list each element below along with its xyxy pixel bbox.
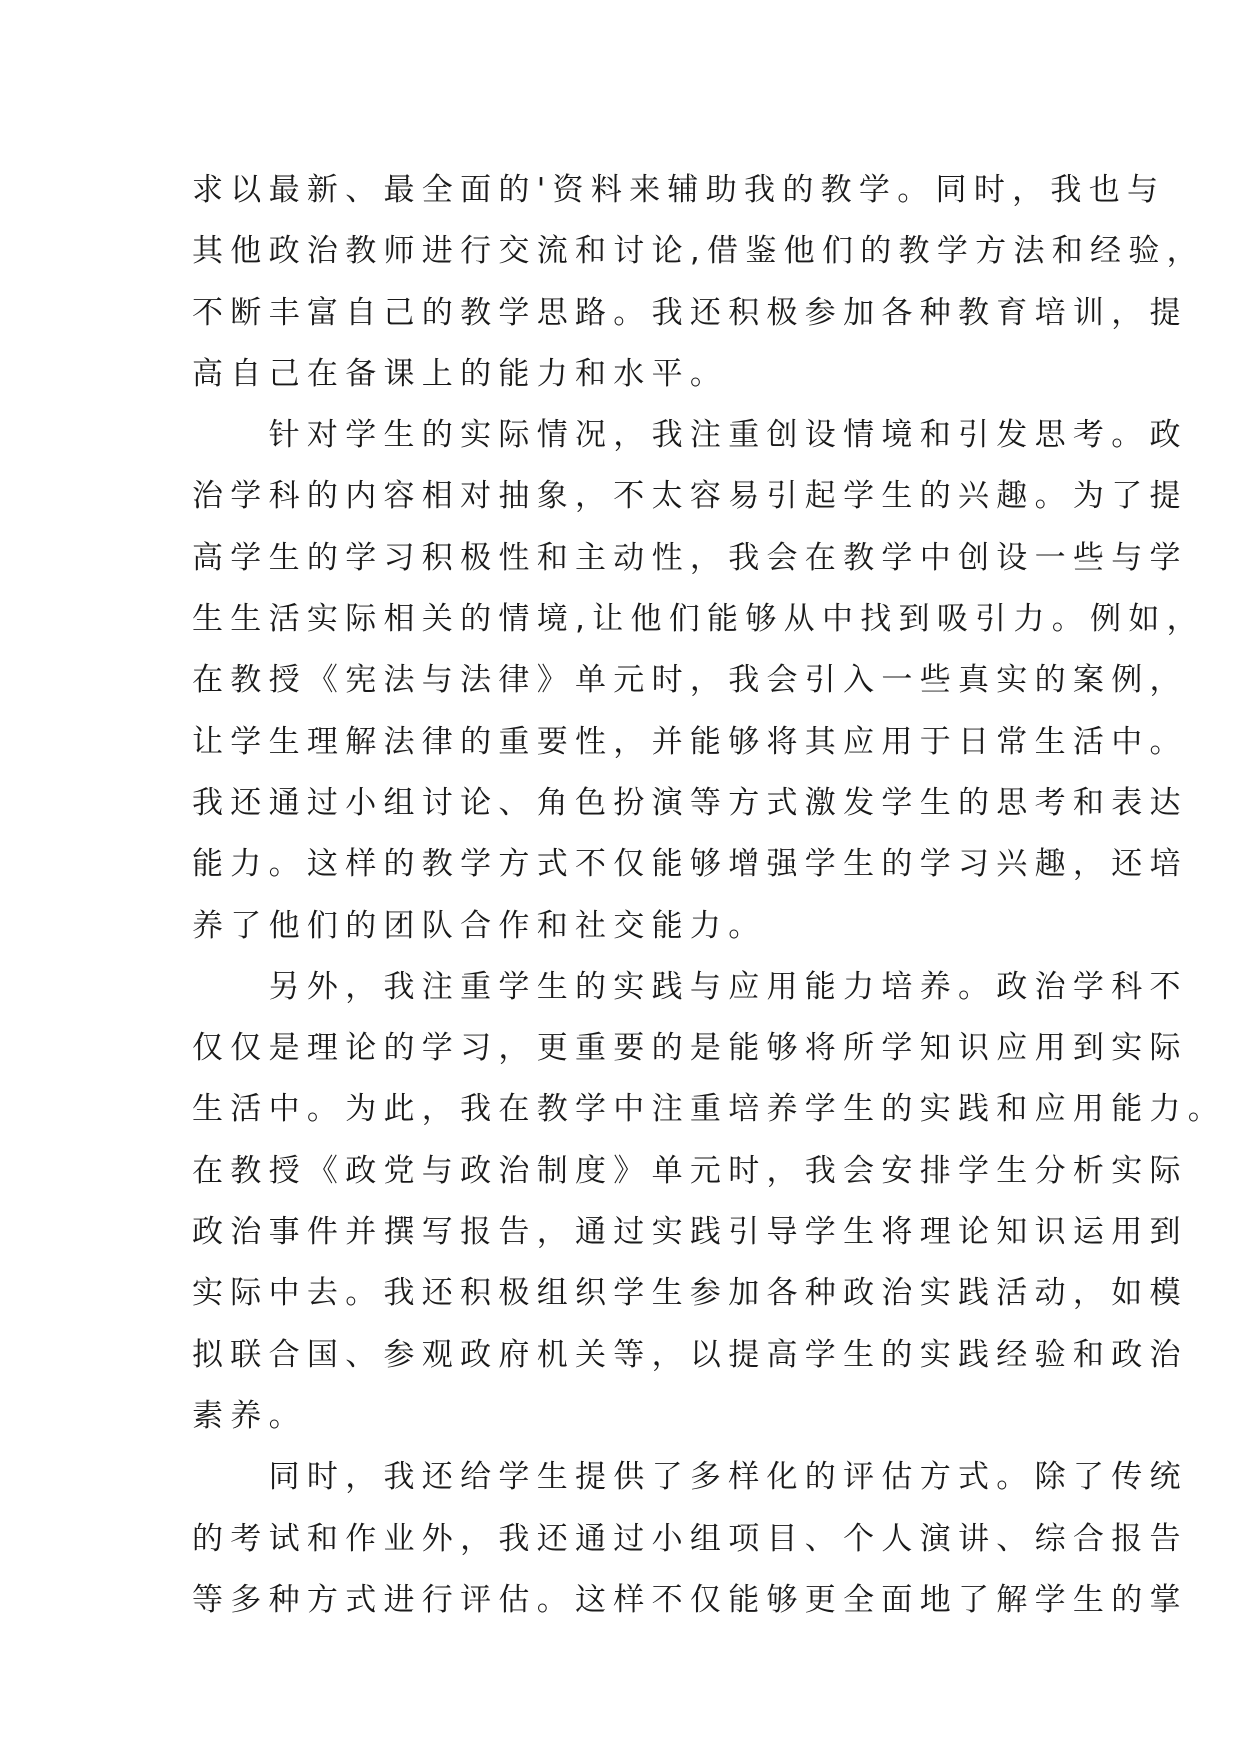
text-line: 我还通过小组讨论、角色扮演等方式激发学生的思考和表达 [192,784,1188,821]
text-line: 治学科的内容相对抽象，不太容易引起学生的兴趣。为了提 [192,478,1188,515]
text-line: 不断丰富自己的教学思路。我还积极参加各种教育培训，提 [192,294,1188,331]
text-line: 高自己在备课上的能力和水平。 [192,355,729,392]
text-line: 针对学生的实际情况，我注重创设情境和引发思考。政 [192,417,1188,454]
text-line: 其他政治教师进行交流和讨论,借鉴他们的教学方法和经验， [192,233,1205,270]
text-line: 另外，我注重学生的实践与应用能力培养。政治学科不 [192,968,1188,1005]
text-line: 等多种方式进行评估。这样不仅能够更全面地了解学生的掌 [192,1581,1188,1618]
text-line: 能力。这样的教学方式不仅能够增强学生的学习兴趣，还培 [192,846,1188,883]
text-line: 仅仅是理论的学习，更重要的是能够将所学知识应用到实际 [192,1030,1188,1067]
text-line: 求以最新、最全面的'资料来辅助我的教学。同时，我也与 [192,172,1166,208]
body-text [192,160,1227,1631]
text-line: 同时，我还给学生提供了多样化的评估方式。除了传统 [192,1459,1188,1496]
text-line: 在教授《宪法与法律》单元时，我会引入一些真实的案例， [192,662,1188,699]
text-line: 拟联合国、参观政府机关等，以提高学生的实践经验和政治 [192,1336,1188,1373]
text-line: 养了他们的团队合作和社交能力。 [192,907,767,944]
text-line: 在教授《政党与政治制度》单元时，我会安排学生分析实际 [192,1152,1188,1189]
text-line: 政治事件并撰写报告，通过实践引导学生将理论知识运用到 [192,1214,1188,1251]
text-line: 素养。 [192,1397,307,1434]
text-line: 实际中去。我还积极组织学生参加各种政治实践活动，如模 [192,1275,1188,1312]
text-line: 高学生的学习积极性和主动性，我会在教学中创设一些与学 [192,539,1188,576]
text-line: 的考试和作业外，我还通过小组项目、个人演讲、综合报告 [192,1520,1188,1557]
text-line: 生生活实际相关的情境,让他们能够从中找到吸引力。例如， [192,601,1205,638]
text-line: 让学生理解法律的重要性，并能够将其应用于日常生活中。 [192,723,1188,760]
text-line: 生活中。为此，我在教学中注重培养学生的实践和应用能力。 [192,1091,1227,1128]
